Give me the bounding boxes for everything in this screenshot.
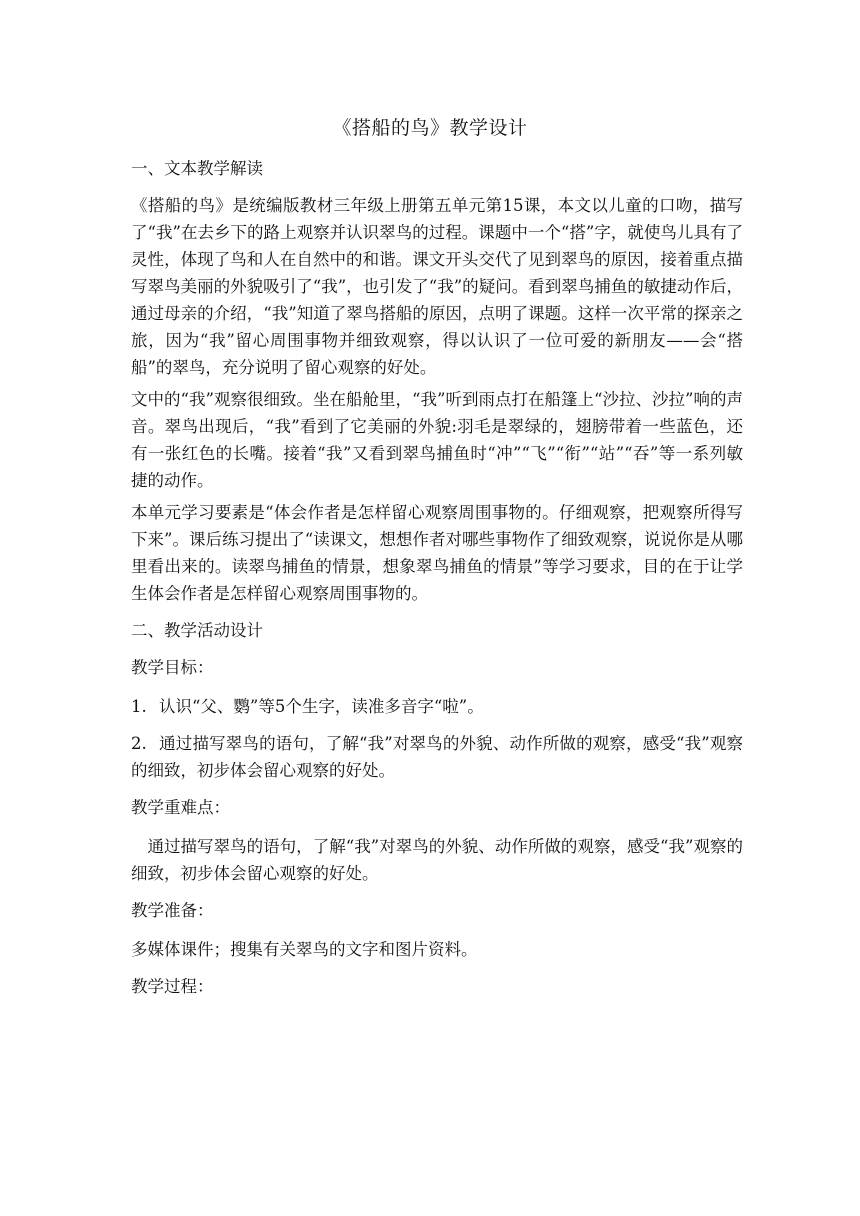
section-heading-text-interpretation: 一、文本教学解读 [131,159,263,178]
document-title: 《搭船的鸟》教学设计 [332,117,528,139]
goal-item-1 [131,693,743,720]
goal-number-2: 2. [131,734,147,753]
goal-text-1: 认识“父、鹦”等5个生字，读准多音字“啦”。 [159,697,484,716]
process-label: 教学过程： [131,977,214,996]
paragraph-observation: 文中的“我”观察很细致。坐在船舱里，“我”听到雨点打在船篷上“沙拉、沙拉”响的声音。翠鸟出现后，“我”看到了它美丽的外貌:羽毛是翠绿的，翅膀带着一些蓝色，还有一张红色的长嘴。接着“我”又看到翠鸟捕鱼时“冲”“飞”“衔”“站”“吞”等一系列敏捷的动作。 [131,390,743,490]
preparation-label: 教学准备： [131,901,214,920]
key-points-text: 通过描写翠鸟的语句，了解“我”对翠鸟的外貌、动作所做的观察，感受“我”观察的细致，初步体会留心观察的好处。 [131,837,743,883]
paragraph-unit-goals: 本单元学习要素是“体会作者是怎样留心观察周围事物的。仔细观察，把观察所得写下来”。课后练习提出了“读课文，想想作者对哪些事物作了细致观察，说说你是从哪里看出来的。读翠鸟捕鱼的情景，想象翠鸟捕鱼的情景”等学习要求，目的在于让学生体会作者是怎样留心观察周围事物的。 [131,503,743,603]
goal-item-2 [131,730,743,784]
key-points-label: 教学重难点： [131,798,230,817]
paragraph-intro: 《搭船的鸟》是统编版教材三年级上册第五单元第15课，本文以儿童的口吻，描写了“我”在去乡下的路上观察并认识翠鸟的过程。课题中一个“搭”字，就使鸟儿具有了灵性，体现了鸟和人在自然中的和谐。课文开头交代了见到翠鸟的原因，接着重点描写翠鸟美丽的外貌吸引了“我”，也引发了“我”的疑问。看到翠鸟捕鱼的敏捷动作后，通过母亲的介绍，“我”知道了翠鸟搭船的原因，点明了课题。这样一次平常的探亲之旅，因为“我”留心周围事物并细致观察，得以认识了一位可爱的新朋友——会“搭船”的翠鸟，充分说明了留心观察的好处。 [131,196,743,377]
goal-text-2: 通过描写翠鸟的语句，了解“我”对翠鸟的外貌、动作所做的观察，感受“我”观察的细致，初步体会留心观察的好处。 [131,734,743,780]
section-heading-activity-design: 二、教学活动设计 [131,621,263,640]
goals-label: 教学目标： [131,658,214,677]
preparation-text: 多媒体课件；搜集有关翠鸟的文字和图片资料。 [131,940,478,959]
goal-number-1: 1. [131,697,147,716]
document-body [131,155,743,1012]
